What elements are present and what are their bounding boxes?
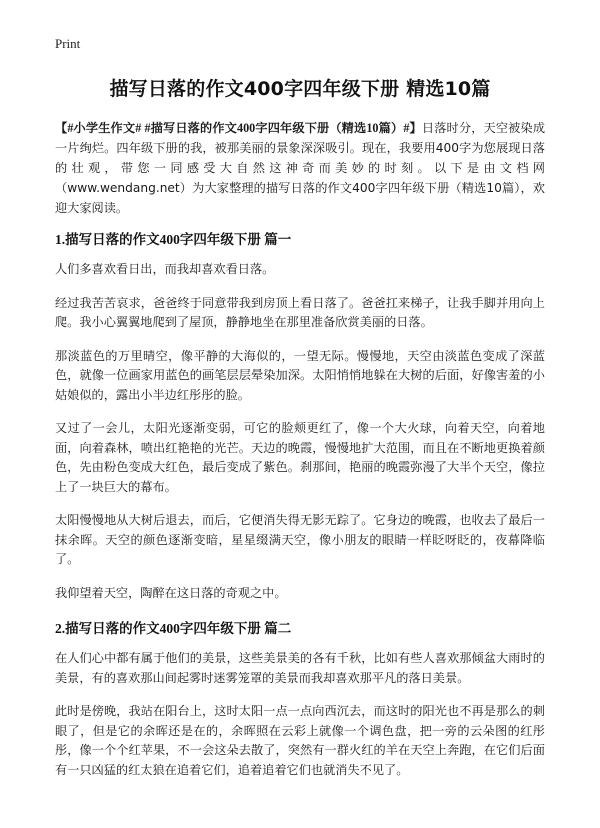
intro-tag: 【#小学生作文# #描写日落的作文400字四年级下册（精选10篇）#】 bbox=[55, 121, 422, 135]
paragraph: 又过了一会儿，太阳光逐渐变弱，可它的脸颊更红了，像一个大火球，向着天空，向着地面，向着森林，喷出红艳艳的光芒。天边的晚霞，慢慢地扩大范围，而且在不断地更换着颜色，先由粉色变成大红色，最后变成了紫色。刹那间，艳丽的晚霞弥漫了大半个天空，像拉上了一块巨大的幕布。 bbox=[55, 421, 545, 494]
section-heading: 2.描写日落的作文400字四年级下册 篇二 bbox=[55, 621, 292, 636]
paragraph: 人们多喜欢看日出，而我却喜欢看日落。 bbox=[55, 262, 275, 276]
paragraph: 我仰望着天空，陶醉在这日落的奇观之中。 bbox=[55, 585, 287, 600]
section-heading: 1.描写日落的作文400字四年级下册 篇一 bbox=[55, 232, 292, 247]
paragraph: 在人们心中都有属于他们的美景，这些美景美的各有千秋，比如有些人喜欢那倾盆大雨时的美景，有的喜欢那山间起雾时迷雾笼罩的美景而我却喜欢那平凡的落日美景。 bbox=[55, 651, 545, 685]
paragraph: 那淡蓝色的万里晴空，像平静的大海似的，一望无际。慢慢地，天空由淡蓝色变成了深蓝色，就像一位画家用蓝色的画笔层层晕染加深。太阳悄悄地躲在大树的后面，好像害羞的小姑娘似的，露出小半边红彤彤的脸。 bbox=[55, 348, 545, 402]
paragraph: 此时是傍晚，我站在阳台上，这时太阳一点一点向西沉去，而这时的阳光也不再是那么的刺眼了，但是它的余晖还是在的，余晖照在云彩上就像一个调色盘，把一旁的云朵图的红彤彤，像一个个红苹果，不一会这朵去散了，突然有一群火红的羊在天空上奔跑，在它们后面有一只凶猛的红太狼在追着它们，追着追着它们也就消失不见了。 bbox=[55, 704, 545, 777]
intro-text: 日落时分，天空被染成一片绚烂。四年级下册的我，被那美丽的景象深深吸引。现在，我要用400字为您展现日落的壮观，带您一同感受大自然这神奇而美妙的时刻。以下是由文档网（www.wendang.net）为大家整理的描写日落的作文400字四年级下册（精选10篇），欢迎大家阅读。 bbox=[55, 121, 546, 215]
paragraph: 太阳慢慢地从大树后退去，而后，它便消失得无影无踪了。它身边的晚霞，也收去了最后一抹余晖。天空的颜色逐渐变暗，星星缀满天空，像小朋友的眼睛一样眨呀眨的，夜幕降临了。 bbox=[55, 513, 545, 566]
paragraph: 经过我苦苦哀求，爸爸终于同意带我到房顶上看日落了。爸爸扛来梯子，让我手脚并用向上爬。我小心翼翼地爬到了屋顶，静静地坐在那里准备欣赏美丽的日落。 bbox=[55, 295, 545, 329]
intro-paragraph bbox=[55, 118, 545, 218]
print-link[interactable]: Print bbox=[55, 36, 81, 51]
article-body bbox=[55, 118, 545, 794]
page-title: 描写日落的作文400字四年级下册 精选10篇 bbox=[109, 78, 491, 100]
